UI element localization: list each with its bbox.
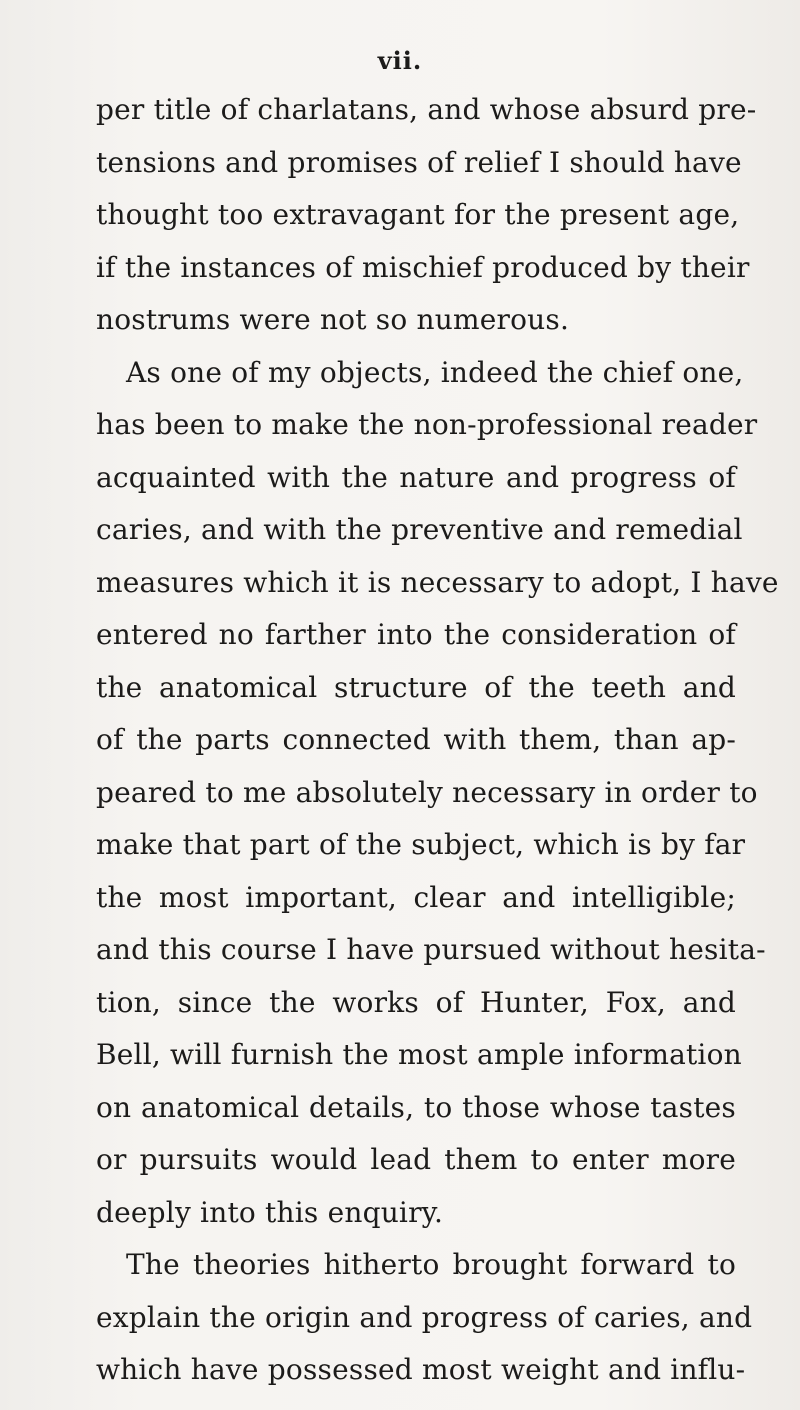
text-line: of the parts connected with them, than ap- [96,723,736,756]
paragraph-start-line: As one of my objects, indeed the chief one, [126,355,744,389]
text-line: Bell, will furnish the most ample information [96,1038,742,1071]
text-line: peared to me absolutely necessary in order to [96,775,758,809]
body-text [96,84,779,1397]
text-line: tensions and promises of relief I should have [96,145,742,179]
text-line: make that part of the subject, which is by far [96,828,746,861]
text-line: and this course I have pursued without hesita- [96,933,766,966]
text-line: caries, and with the preventive and remedial [96,513,743,546]
text-line: thought too extravagant for the present age, [96,198,740,231]
text-line: entered no farther into the consideration of [96,618,736,651]
text-line: or pursuits would lead them to enter more [96,1143,736,1176]
text-line: the anatomical structure of the teeth and [96,670,736,704]
text-line: measures which it is necessary to adopt, I have [96,565,779,599]
text-line: if the instances of mischief produced by their [96,250,750,284]
page-number: vii. [377,46,423,75]
text-line: on anatomical details, to those whose tastes [96,1090,736,1124]
text-line: explain the origin and progress of caries, and [96,1300,753,1334]
text-line: has been to make the non-professional reader [96,408,758,441]
text-line: per title of charlatans, and whose absurd pre- [96,93,757,126]
text-line: deeply into this enquiry. [96,1195,444,1229]
text-line: tion, since the works of Hunter, Fox, and [96,985,736,1019]
text-line: nostrums were not so numerous. [96,303,570,336]
text-line: acquainted with the nature and progress of [96,460,736,494]
text-line: which have possessed most weight and influ- [96,1353,746,1386]
paragraph-start-line: The theories hitherto brought forward to [126,1248,736,1281]
text-line: the most important, clear and intelligible; [96,880,736,914]
